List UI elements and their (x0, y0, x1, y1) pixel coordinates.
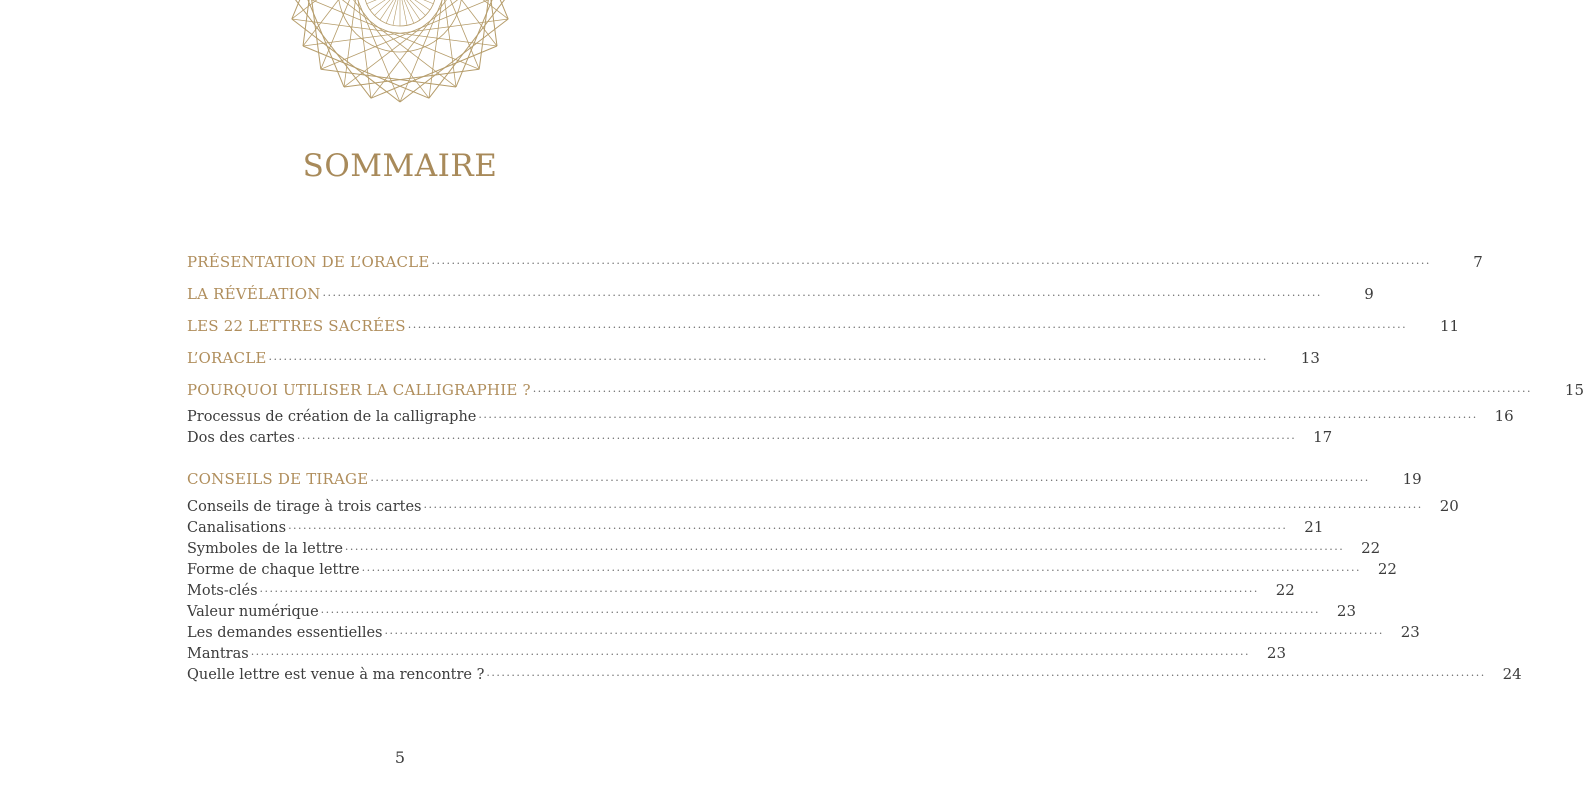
toc-entry (187, 535, 1381, 557)
toc-entry-label: Conseils de tirage à trois cartes (187, 499, 422, 515)
dot-leader: ........................................................................................................................................................................................................ (259, 582, 1259, 595)
toc-entry (187, 403, 1514, 425)
toc-entry-label: LA RÉVÉLATION (187, 285, 321, 303)
toc-entry-label: Dos des cartes (187, 430, 295, 446)
toc-entry-page: 20 (1439, 497, 1459, 515)
toc-entry (187, 249, 1483, 271)
toc-entry (187, 556, 1397, 578)
toc-entry-page: 19 (1402, 470, 1422, 488)
toc-entry (187, 514, 1324, 536)
toc-entry (187, 661, 1522, 683)
toc-entry-page: 21 (1304, 518, 1324, 536)
toc-entry-label: L’ORACLE (187, 349, 267, 367)
toc-entry-page: 16 (1494, 407, 1514, 425)
toc-entry-label: POURQUOI UTILISER LA CALLIGRAPHIE ? (187, 381, 531, 399)
toc-entry-label: CONSEILS DE TIRAGE (187, 470, 369, 488)
dot-leader: ........................................................................................................................................................................................................ (322, 286, 1322, 299)
toc-entry-page: 22 (1377, 560, 1397, 578)
dot-leader: ........................................................................................................................................................................................................ (532, 382, 1533, 395)
dot-leader: ........................................................................................................................................................................................................ (268, 350, 1268, 363)
toc-entry (187, 577, 1295, 599)
dot-leader: ........................................................................................................................................................................................................ (361, 561, 1361, 574)
dot-leader: ........................................................................................................................................................................................................ (296, 429, 1297, 442)
toc-entry-page: 17 (1313, 428, 1333, 446)
toc-entry-label: PRÉSENTATION DE L’ORACLE (187, 253, 430, 271)
dot-leader: ........................................................................................................................................................................................................ (478, 408, 1478, 421)
toc-entry (187, 281, 1374, 303)
toc-entry (187, 619, 1420, 641)
dot-leader: ........................................................................................................................................................................................................ (431, 254, 1431, 267)
dot-leader: ........................................................................................................................................................................................................ (384, 624, 1384, 637)
page-number: 5 (394, 748, 406, 767)
toc-entry-page: 23 (1336, 602, 1356, 620)
toc-entry (187, 598, 1356, 620)
toc-entry-label: Les demandes essentielles (187, 625, 383, 641)
toc-entry (187, 640, 1287, 662)
dot-leader: ........................................................................................................................................................................................................ (344, 540, 1345, 553)
mandala-icon (280, 0, 520, 115)
dot-leader: ........................................................................................................................................................................................................ (423, 498, 1423, 511)
toc-entry (187, 424, 1333, 446)
toc-entry-page: 7 (1473, 253, 1483, 271)
toc-entry-label: Quelle lettre est venue à ma rencontre ? (187, 667, 485, 683)
toc-entry-label: LES 22 LETTRES SACRÉES (187, 317, 406, 335)
dot-leader: ........................................................................................................................................................................................................ (320, 603, 1320, 616)
toc-entry-label: Mots-clés (187, 583, 258, 599)
toc-entry-label: Forme de chaque lettre (187, 562, 360, 578)
toc-entry-label: Valeur numérique (187, 604, 319, 620)
toc-entry-page: 13 (1300, 349, 1320, 367)
toc-entry-label: Mantras (187, 646, 249, 662)
toc-entry (187, 466, 1422, 488)
toc-entry-page: 24 (1502, 665, 1522, 683)
toc-entry-label: Processus de création de la calligraphe (187, 409, 477, 425)
toc-entry (187, 377, 1584, 399)
page-title: SOMMAIRE (302, 148, 498, 184)
dot-leader: ........................................................................................................................................................................................................ (407, 318, 1408, 331)
toc-entry-page: 15 (1564, 381, 1584, 399)
toc-entry-page: 22 (1275, 581, 1295, 599)
toc-entry-page: 22 (1361, 539, 1381, 557)
dot-leader: ........................................................................................................................................................................................................ (250, 645, 1251, 658)
dot-leader: ........................................................................................................................................................................................................ (370, 471, 1370, 484)
toc-entry-page: 11 (1440, 317, 1460, 335)
toc-entry (187, 313, 1460, 335)
toc-entry-page: 23 (1266, 644, 1287, 662)
toc-entry (187, 345, 1320, 367)
dot-leader: ........................................................................................................................................................................................................ (288, 519, 1288, 532)
toc-entry-page: 9 (1364, 285, 1374, 303)
toc-entry-page: 23 (1400, 623, 1420, 641)
toc-entry (187, 493, 1459, 515)
toc-entry-label: Canalisations (187, 520, 287, 536)
toc-entry-label: Symboles de la lettre (187, 541, 343, 557)
dot-leader: ........................................................................................................................................................................................................ (486, 666, 1486, 679)
